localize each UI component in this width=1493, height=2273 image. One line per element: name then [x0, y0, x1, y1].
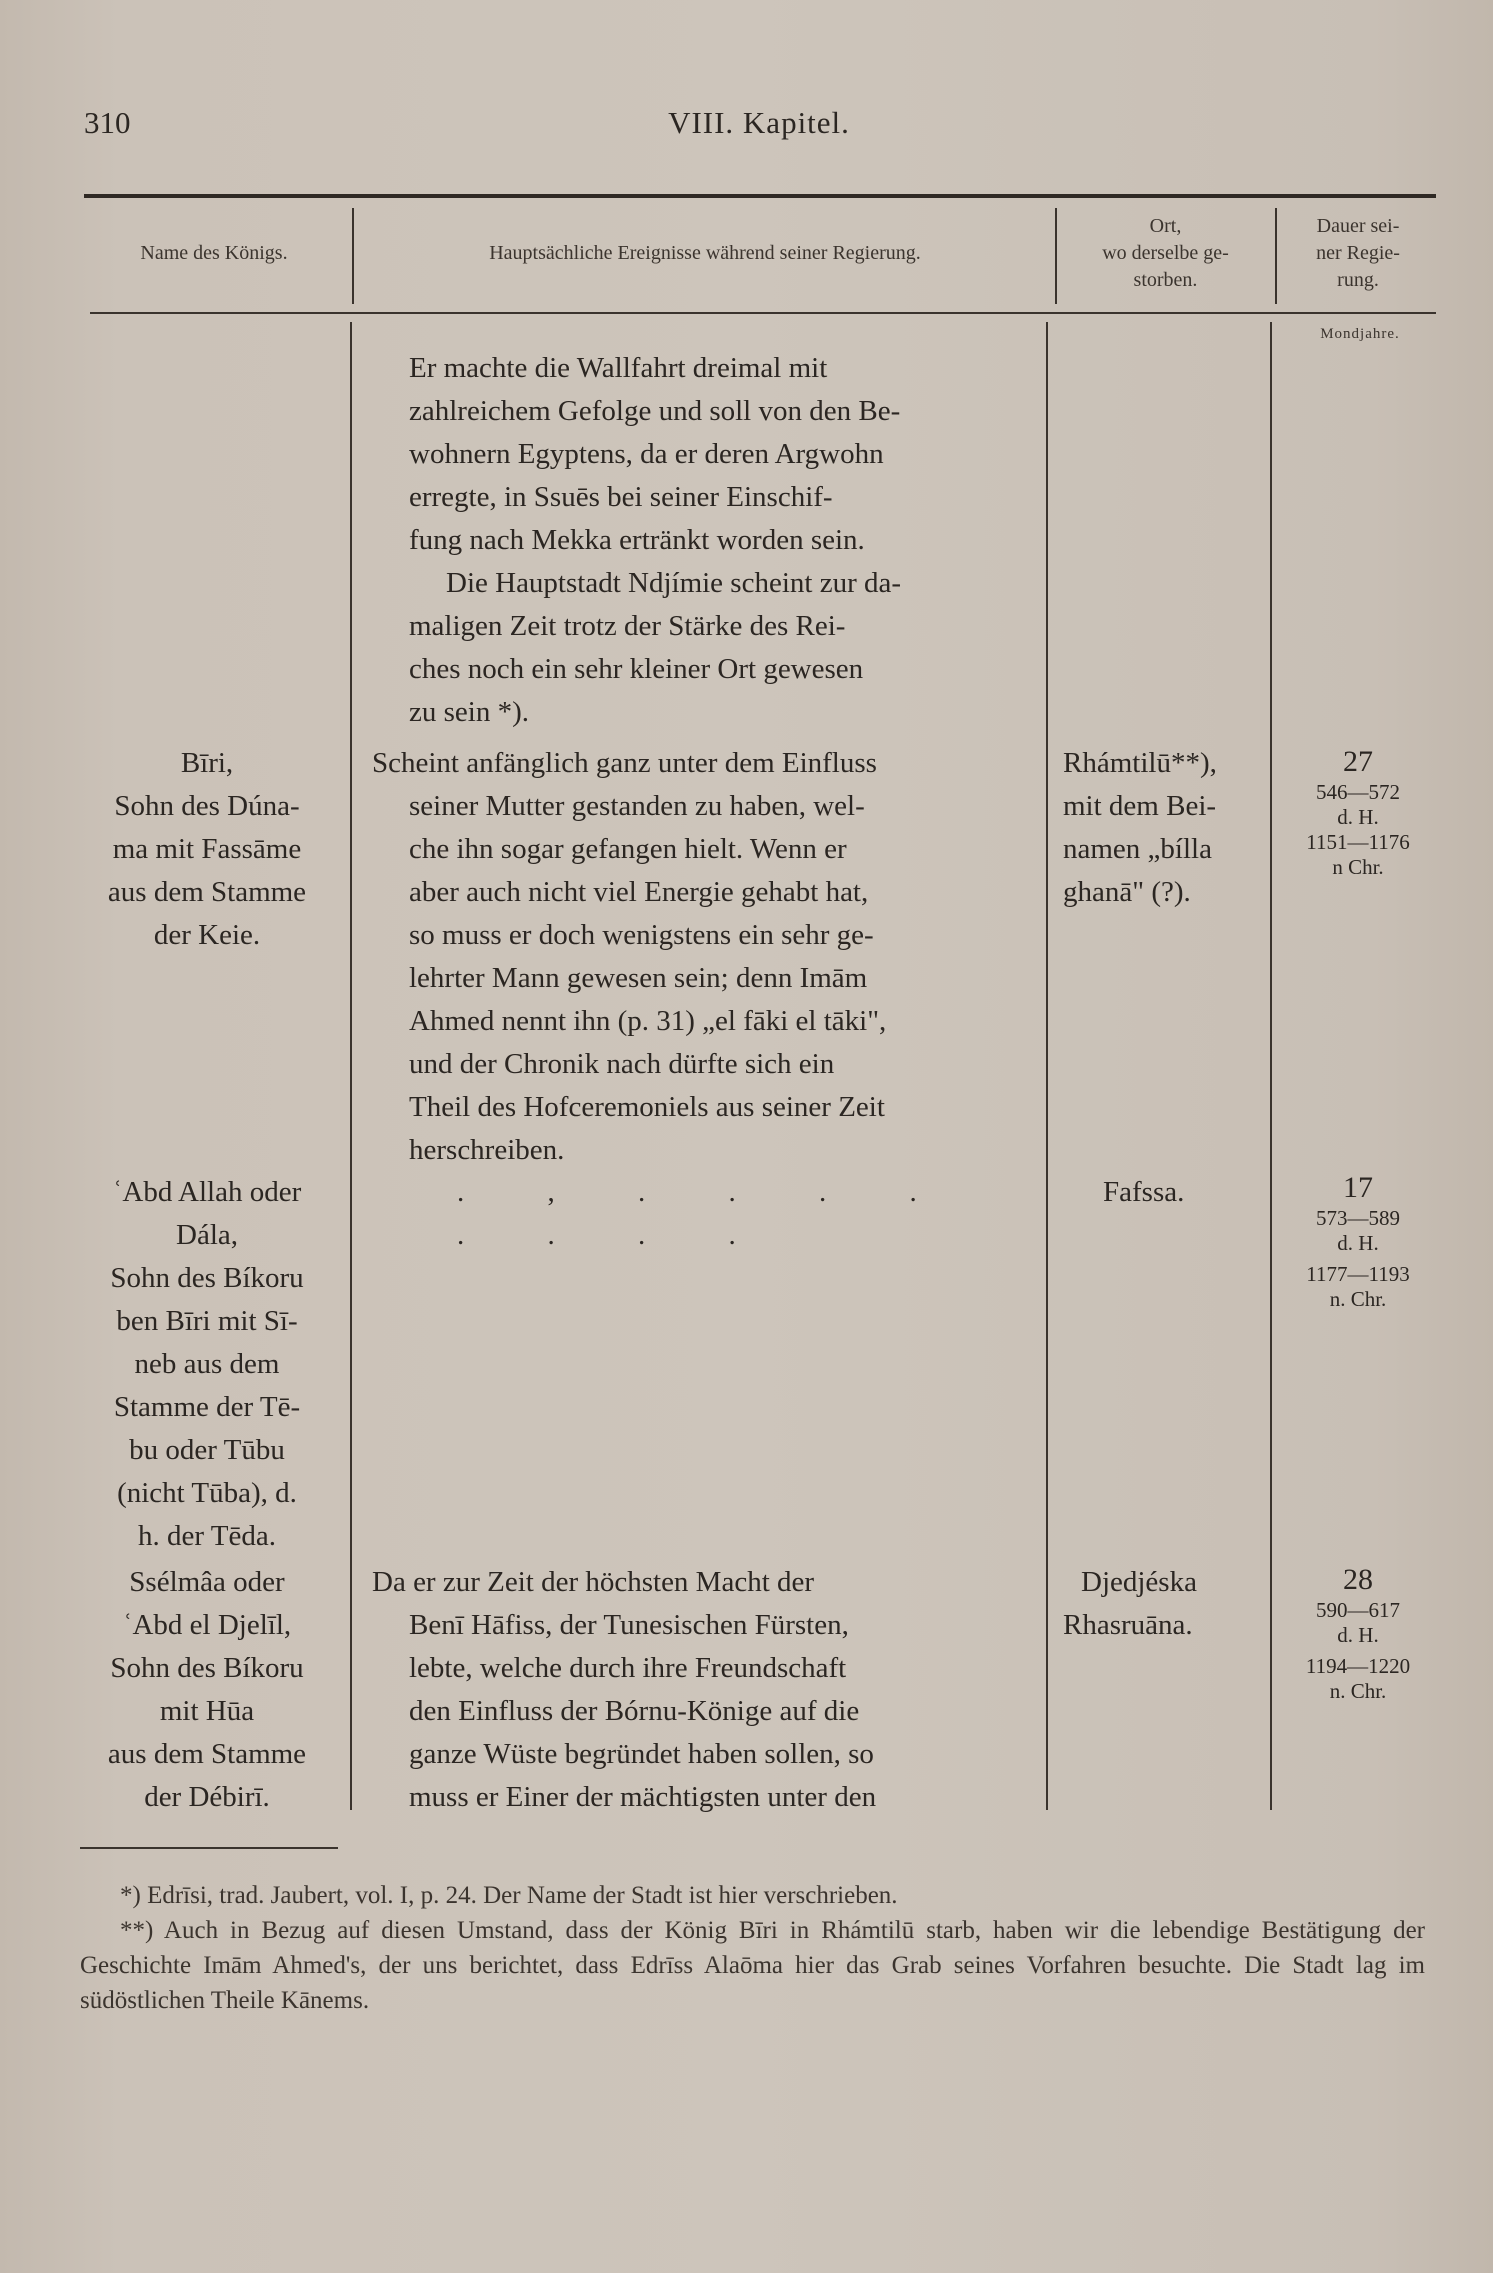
name-line: bu oder Tūbu — [129, 1434, 285, 1466]
events-cell — [372, 347, 1032, 734]
place-line: mit dem Bei- — [1063, 790, 1217, 822]
name-line: aus dem Stamme — [107, 876, 307, 908]
king-name-cell — [72, 1561, 342, 1819]
king-name-cell — [72, 1171, 342, 1558]
event-line: Ahmed nennt ihn (p. 31) „el fāki el tāki", — [409, 1005, 887, 1037]
name-line: der Keie. — [153, 919, 261, 951]
event-line: zahlreichem Gefolge und soll von den Be- — [409, 395, 901, 427]
christian-years: 1177—1193 — [1306, 1262, 1410, 1286]
name-line: der Débirī. — [144, 1781, 270, 1813]
hijra-label: d. H. — [1337, 805, 1379, 829]
event-line: Theil des Hofceremoniels aus seiner Zeit — [409, 1091, 885, 1123]
reign-duration-cell — [1278, 744, 1438, 880]
event-line: aber auch nicht viel Energie gehabt hat, — [409, 876, 869, 908]
name-line: Sohn des Dúna- — [114, 790, 300, 822]
name-line: h. der Tēda. — [138, 1520, 276, 1552]
column-header-events: Hauptsächliche Ereignisse während seiner Regierung. — [489, 242, 921, 264]
event-line: herschreiben. — [409, 1134, 565, 1166]
name-line: Stamme der Tē- — [113, 1391, 301, 1423]
footnote-rule — [80, 1847, 338, 1849]
name-line: Sohn des Bíkoru — [110, 1652, 304, 1684]
event-line: Die Hauptstadt Ndjímie scheint zur da- — [446, 567, 902, 599]
christian-years: 1194—1220 — [1305, 1654, 1411, 1678]
place-header-line: Ort, — [1149, 215, 1182, 237]
table-top-rule — [84, 194, 1436, 198]
event-line: maligen Zeit trotz der Stärke des Rei- — [409, 610, 846, 642]
place-header-line: storben. — [1133, 269, 1198, 291]
events-cell — [372, 742, 1032, 1172]
page-number: 310 — [84, 105, 131, 140]
footnotes — [80, 1878, 1425, 2018]
event-line: ches noch ein sehr kleiner Ort gewesen — [409, 653, 864, 685]
event-line: muss er Einer der mächtigsten unter den — [409, 1781, 877, 1813]
name-line: mit Hūa — [159, 1695, 255, 1727]
header-divider — [1055, 208, 1057, 304]
name-line: Dála, — [176, 1219, 238, 1251]
place-line: Djedjéska — [1081, 1566, 1197, 1598]
name-line: ma mit Fassāme — [112, 833, 302, 865]
name-line: aus dem Stamme — [107, 1738, 307, 1770]
christian-label: n. Chr. — [1329, 1287, 1387, 1311]
duration-header-line: ner Regie- — [1316, 242, 1400, 264]
name-line: neb aus dem — [134, 1348, 280, 1380]
column-header-place — [1058, 213, 1273, 294]
place-line: Fafssa. — [1103, 1176, 1185, 1208]
event-line: Scheint anfänglich ganz unter dem Einfluss — [372, 747, 877, 779]
event-line: che ihn sogar gefangen hielt. Wenn er — [409, 833, 847, 865]
christian-label: n Chr. — [1332, 855, 1384, 879]
column-header-name: Name des Königs. — [140, 242, 288, 264]
reign-years: 27 — [1343, 745, 1373, 778]
event-line: den Einfluss der Bórnu-Könige auf die — [409, 1695, 860, 1727]
reign-years: 17 — [1343, 1171, 1373, 1204]
column-header-duration — [1278, 213, 1438, 294]
place-line: ghanā" (?). — [1063, 876, 1191, 908]
name-line: (nicht Tūba), d. — [117, 1477, 297, 1509]
duration-unit-label: Mondjahre. — [1320, 326, 1400, 342]
reign-duration-cell — [1278, 1170, 1438, 1312]
death-place-cell — [1063, 1171, 1273, 1214]
place-header-line: wo derselbe ge- — [1102, 242, 1229, 264]
name-line: Sohn des Bíkoru — [110, 1262, 304, 1294]
duration-header-line: Dauer sei- — [1316, 215, 1400, 237]
chapter-title: VIII. Kapitel. — [668, 105, 850, 140]
event-line: erregte, in Ssuēs bei seiner Einschif- — [409, 481, 833, 513]
christian-label: n. Chr. — [1329, 1679, 1387, 1703]
event-line: zu sein *). — [409, 696, 529, 728]
events-dots: . , . . . . . . . . — [457, 1176, 955, 1251]
place-line: Rhasruāna. — [1063, 1609, 1193, 1641]
reign-duration-cell — [1278, 1562, 1438, 1704]
footnote: *) Edrīsi, trad. Jaubert, vol. I, p. 24. Der Name der Stadt ist hier verschrieben. — [120, 1882, 898, 1909]
name-line: ʿAbd Allah oder — [112, 1176, 302, 1208]
death-place-cell — [1063, 1561, 1273, 1647]
duration-header-line: rung. — [1337, 269, 1379, 291]
name-line: ʿAbd el Djelīl, — [122, 1609, 292, 1641]
event-line: lebte, welche durch ihre Freundschaft — [409, 1652, 847, 1684]
name-line: ben Bīri mit Sī- — [116, 1305, 298, 1337]
event-line: so muss er doch wenigstens ein sehr ge- — [409, 919, 874, 951]
event-line: Benī Hāfiss, der Tunesischen Fürsten, — [409, 1609, 849, 1641]
header-divider — [352, 208, 354, 304]
place-line: namen „bílla — [1063, 833, 1212, 865]
death-place-cell — [1063, 742, 1273, 914]
events-cell — [372, 1561, 1032, 1819]
header-divider — [1275, 208, 1277, 304]
event-line: fung nach Mekka ertränkt worden sein. — [409, 524, 865, 556]
hijra-years: 546—572 — [1316, 780, 1400, 804]
event-line: lehrter Mann gewesen sein; denn Imām — [409, 962, 868, 994]
event-line: Er machte die Wallfahrt dreimal mit — [409, 352, 828, 384]
hijra-label: d. H. — [1337, 1623, 1379, 1647]
hijra-years: 590—617 — [1316, 1598, 1400, 1622]
event-line: ganze Wüste begründet haben sollen, so — [409, 1738, 874, 1770]
name-line: Bīri, — [180, 747, 234, 779]
footnote: **) Auch in Bezug auf diesen Umstand, dass der König Bīri in Rhámtilū starb, haben wir die lebendige Bestätigung der Geschichte Imām Ahmed's, der uns berichtet, dass Edrīss Alaōma hier das Grab seines Vorfahren besuchte. Die Stadt lag im südöstlichen Theile Kānems. — [80, 1917, 1425, 2014]
hijra-label: d. H. — [1337, 1231, 1379, 1255]
event-line: wohnern Egyptens, da er deren Argwohn — [409, 438, 884, 470]
header-bottom-rule — [90, 312, 1436, 314]
king-name-cell — [72, 742, 342, 957]
place-line: Rhámtilū**), — [1063, 747, 1217, 779]
event-line: seiner Mutter gestanden zu haben, wel- — [409, 790, 865, 822]
hijra-years: 573—589 — [1316, 1206, 1400, 1230]
column-divider — [350, 322, 352, 1810]
reign-years: 28 — [1343, 1563, 1373, 1596]
event-line: und der Chronik nach dürfte sich ein — [409, 1048, 835, 1080]
name-line: Ssélmâa oder — [129, 1566, 285, 1598]
christian-years: 1151—1176 — [1306, 830, 1410, 854]
event-line: Da er zur Zeit der höchsten Macht der — [372, 1566, 815, 1598]
column-divider — [1046, 322, 1048, 1810]
